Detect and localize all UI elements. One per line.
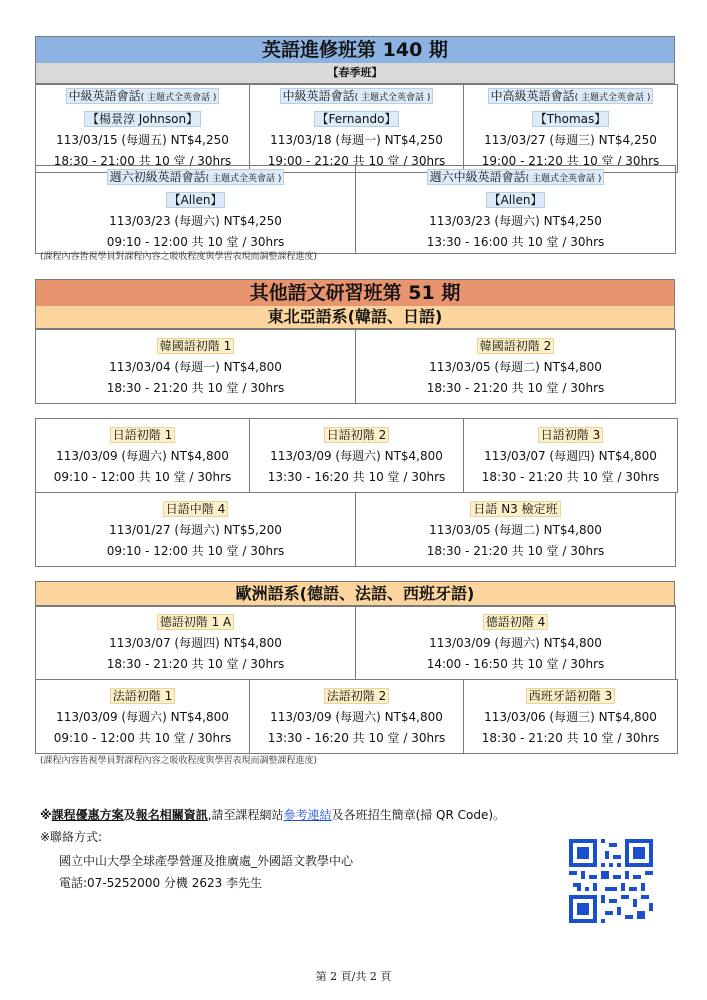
course-date: 113/03/15 (每週五) NT$4,250 [56, 133, 229, 147]
course-date: 113/03/04 (每週一) NT$4,800 [109, 360, 282, 374]
course-cell [36, 606, 356, 680]
course-name: 法語初階 2 [324, 688, 389, 704]
reference-link[interactable]: 參考連結 [283, 808, 332, 822]
course-tag: ( 主題式全英會話 ) [354, 93, 431, 103]
course-time: 18:30 - 21:20 共 10 堂 / 30hrs [426, 544, 605, 558]
course-name: 週六初級英語會話 [109, 170, 206, 184]
promo-info-line [40, 806, 505, 823]
and-text: 及 [123, 808, 136, 822]
course-cell [464, 85, 678, 173]
course-time: 18:30 - 21:20 共 10 堂 / 30hrs [106, 381, 285, 395]
course-tag: ( 主題式全英會話 ) [140, 93, 217, 103]
course-cell [356, 606, 676, 680]
course-name: 週六中級英語會話 [429, 170, 526, 184]
japanese-table-1 [35, 418, 678, 493]
course-name: 日語初階 3 [538, 427, 603, 443]
course-tag: ( 主題式全英會話 ) [525, 174, 602, 184]
organization-name: 國立中山大學全球產學營運及推廣處_外國語文教學中心 [59, 854, 354, 868]
europe-title-text: 歐洲語系(德語、法語、西班牙語) [235, 584, 475, 603]
english-row1-table [35, 84, 678, 173]
course-name: 中高級英語會話 [490, 89, 575, 103]
course-name: 韓國語初階 2 [477, 338, 554, 354]
course-time: 09:10 - 12:00 共 10 堂 / 30hrs [106, 544, 285, 558]
course-name: 日語初階 1 [110, 427, 175, 443]
subtitle-text: 東北亞語系(韓語、日語) [267, 307, 443, 326]
korean-table [35, 329, 676, 404]
course-cell [250, 85, 464, 173]
discount-text: 課程優惠方案 [51, 808, 124, 822]
course-date: 113/03/27 (每週三) NT$4,250 [484, 133, 657, 147]
teacher-name: 【Allen】 [166, 192, 226, 208]
course-cell [36, 166, 356, 254]
course-name: 法語初階 1 [110, 688, 175, 704]
course-cell [464, 419, 678, 493]
european-table-2 [35, 679, 678, 754]
course-time: 18:30 - 21:20 共 10 堂 / 30hrs [426, 381, 605, 395]
course-name: 韓國語初階 1 [157, 338, 234, 354]
page-number: 第 2 頁/共 2 頁 [315, 970, 392, 983]
brochure-text: 及各班招生簡章(掃 QR Code)。 [331, 808, 506, 822]
course-tag: ( 主題式全英會話 ) [205, 174, 282, 184]
course-name: 德語初階 4 [483, 614, 548, 630]
course-name: 德語初階 1 A [157, 614, 234, 630]
course-name: 中級英語會話 [282, 89, 355, 103]
course-date: 113/03/23 (每週六) NT$4,250 [109, 214, 282, 228]
term-label [35, 63, 675, 84]
europe-section-title [35, 581, 675, 607]
teacher-name: 【楊景淳 Johnson】 [84, 111, 201, 127]
course-time: 13:30 - 16:20 共 10 堂 / 30hrs [267, 470, 446, 484]
other-section-title [35, 279, 675, 308]
course-date: 113/01/27 (每週六) NT$5,200 [109, 523, 282, 537]
course-cell [36, 680, 250, 754]
teacher-name: 【Allen】 [486, 192, 546, 208]
course-date: 113/03/09 (每週六) NT$4,800 [56, 710, 229, 724]
course-date: 113/03/23 (每週六) NT$4,250 [429, 214, 602, 228]
course-time: 18:30 - 21:20 共 10 堂 / 30hrs [106, 657, 285, 671]
course-cell [356, 166, 676, 254]
course-time: 13:30 - 16:20 共 10 堂 / 30hrs [267, 731, 446, 745]
course-time: 09:10 - 12:00 共 10 堂 / 30hrs [106, 235, 285, 249]
course-cell [36, 85, 250, 173]
english-section-title [35, 36, 675, 65]
course-time: 19:00 - 21:20 共 10 堂 / 30hrs [267, 154, 446, 168]
course-date: 113/03/09 (每週六) NT$4,800 [270, 710, 443, 724]
course-cell [356, 493, 676, 567]
course-name: 西班牙語初階 3 [526, 688, 615, 704]
course-time: 09:10 - 12:00 共 10 堂 / 30hrs [53, 731, 232, 745]
course-cell [464, 680, 678, 754]
japanese-table-2 [35, 492, 676, 567]
course-tag: ( 主題式全英會話 ) [574, 93, 651, 103]
course-name: 日語 N3 檢定班 [470, 501, 560, 517]
course-date: 113/03/07 (每週四) NT$4,800 [109, 636, 282, 650]
course-time: 19:00 - 21:20 共 10 堂 / 30hrs [481, 154, 660, 168]
qr-code[interactable] [569, 839, 653, 923]
course-date: 113/03/06 (每週三) NT$4,800 [484, 710, 657, 724]
course-cell [356, 330, 676, 404]
northeast-asia-subtitle [35, 306, 675, 329]
course-cell [36, 493, 356, 567]
europe-note: (課程內容皆視學員對課程內容之吸收程度與學習表現而調整課程進度) [40, 756, 318, 766]
course-date: 113/03/05 (每週二) NT$4,800 [429, 360, 602, 374]
course-cell [250, 680, 464, 754]
course-cell [36, 419, 250, 493]
course-date: 113/03/09 (每週六) NT$4,800 [56, 449, 229, 463]
course-date: 113/03/18 (每週一) NT$4,250 [270, 133, 443, 147]
english-title-text: 英語進修班第 140 期 [262, 39, 448, 61]
course-date: 113/03/09 (每週六) NT$4,800 [429, 636, 602, 650]
course-time: 13:30 - 16:00 共 10 堂 / 30hrs [426, 235, 605, 249]
contact-phone: 電話:07-5252000 分機 2623 李先生 [59, 876, 263, 890]
course-date: 113/03/07 (每週四) NT$4,800 [484, 449, 657, 463]
reference-mark: ※ [40, 808, 52, 822]
other-title-text: 其他語文研習班第 51 期 [249, 282, 461, 304]
european-table-1 [35, 605, 676, 680]
course-cell [36, 330, 356, 404]
course-date: 113/03/05 (每週二) NT$4,800 [429, 523, 602, 537]
website-text: ,請至課程網站 [207, 808, 284, 822]
course-time: 18:30 - 21:20 共 10 堂 / 30hrs [481, 470, 660, 484]
course-time: 18:30 - 21:20 共 10 堂 / 30hrs [481, 731, 660, 745]
course-time: 09:10 - 12:00 共 10 堂 / 30hrs [53, 470, 232, 484]
teacher-name: 【Thomas】 [532, 111, 610, 127]
teacher-name: 【Fernando】 [314, 111, 400, 127]
course-name: 日語初階 2 [324, 427, 389, 443]
term-text: 【春季班】 [327, 66, 383, 79]
course-name: 中級英語會話 [68, 89, 141, 103]
course-date: 113/03/09 (每週六) NT$4,800 [270, 449, 443, 463]
contact-label: ※聯絡方式: [40, 830, 103, 844]
course-time: 14:00 - 16:50 共 10 堂 / 30hrs [426, 657, 605, 671]
course-cell [250, 419, 464, 493]
english-note: (課程內容皆視學員對課程內容之吸收程度與學習表現而調整課程進度) [40, 252, 318, 262]
course-time: 18:30 - 21:00 共 10 堂 / 30hrs [53, 154, 232, 168]
course-name: 日語中階 4 [163, 501, 228, 517]
english-row2-table [35, 165, 676, 254]
registration-text: 報名相關資訊 [135, 808, 208, 822]
